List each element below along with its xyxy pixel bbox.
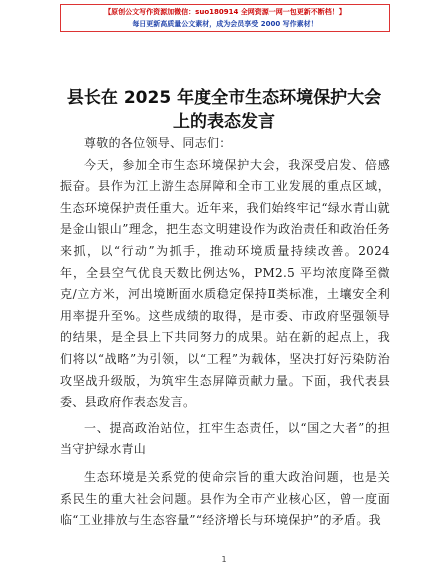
page-number: 1 (221, 555, 227, 564)
promo-banner (60, 4, 390, 32)
promo-line-2: 每日更新高质量公文素材，成为会员享受 2000 写作素材！ (132, 20, 318, 28)
promo-line-1: 【原创公文写作资源加微信：suo180914 全网资源一网一包更新不断档！】 (104, 8, 346, 16)
document-body (60, 133, 390, 532)
section-heading-1: 一、提高政治站位，扛牢生态责任，以“国之大者”的担当守护绿水青山 (60, 420, 390, 457)
salutation: 尊敬的各位领导、同志们： (84, 136, 232, 150)
body-paragraph-1: 今天，参加全市生态环境保护大会，我深受启发、倍感振奋。县作为江上游生态屏障和全市工业发展的重点区域，生态环境保护责任重大。近年来，我们始终牢记“绿水青山就是金山银山”理念，把生态文明建设作为政治责任和政治任务来抓，以“行动”为抓手，推动环境质量持续改善。2024 年，全县空气优良天数比例达%，PM2.5 平均浓度降至微克/立方米，河出境断面水质稳定保持Ⅱ类标准，土壤安全利用率提升至%。这些成绩的取得，是市委、市政府坚强领导的结果，是全县上下共同努力的成果。站在新的起点上，我们将以“战略”为引领，以“工程”为载体，坚决打好污染防治攻坚战升级版，为筑牢生态屏障贡献力量。下面，我代表县委、县政府作表态发言。 (60, 157, 390, 410)
document-title: 县长在 2025 年度全市生态环境保护大会上的表态发言 (66, 88, 382, 132)
body-paragraph-2: 生态环境是关系党的使命宗旨的重大政治问题，也是关系民生的重大社会问题。县作为全市产业核心区，曾一度面临“工业排放与生态容量”“经济增长与环境保护”的矛盾。我 (60, 469, 390, 528)
